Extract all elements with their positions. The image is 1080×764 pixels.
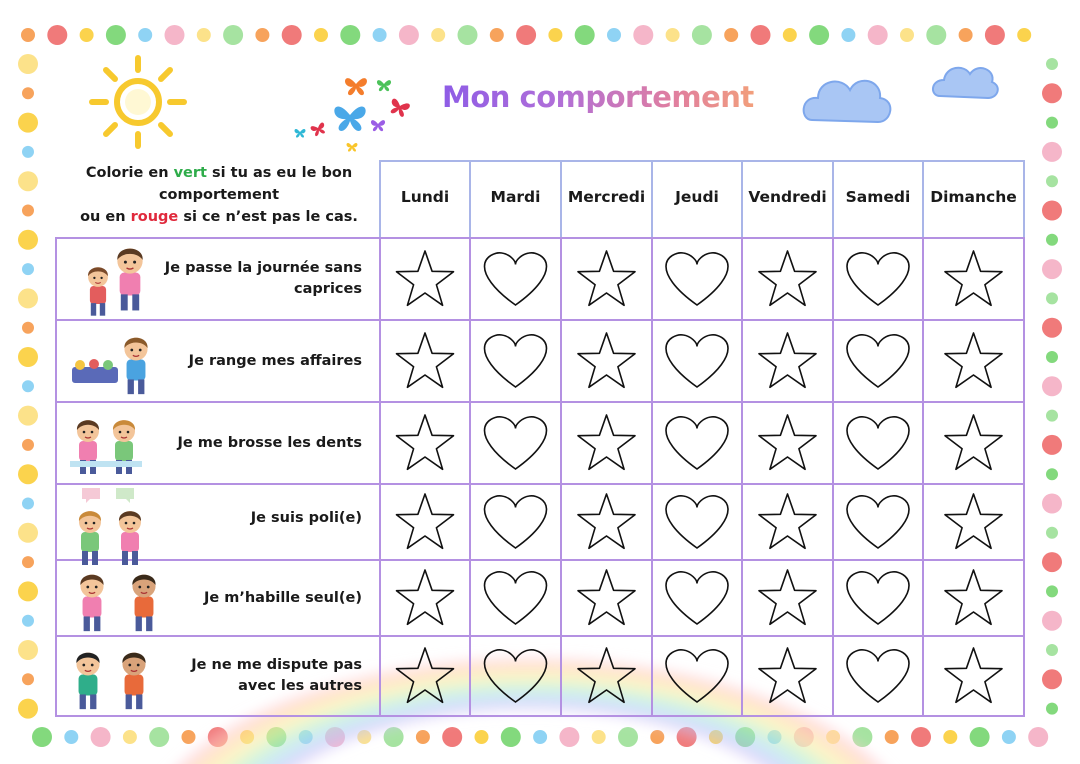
star-icon[interactable]: [578, 494, 635, 548]
star-icon[interactable]: [759, 648, 816, 702]
day-cell[interactable]: [833, 402, 923, 484]
day-cell[interactable]: [652, 402, 742, 484]
child-figure: [117, 248, 142, 310]
day-cell[interactable]: [652, 238, 742, 320]
star-icon[interactable]: [759, 570, 816, 624]
child-figure: [119, 511, 141, 565]
heart-icon[interactable]: [485, 335, 547, 387]
day-label-lundi: Lundi: [400, 188, 450, 206]
day-cell[interactable]: [470, 238, 561, 320]
child-figure: [80, 574, 103, 631]
heart-icon[interactable]: [847, 572, 909, 624]
day-cell[interactable]: [833, 238, 923, 320]
day-cell[interactable]: [833, 636, 923, 716]
heart-icon[interactable]: [847, 253, 909, 305]
instructions-text: si tu as eu le bon comportement: [158, 165, 353, 203]
green-word: vert: [173, 165, 207, 181]
behavior-label-line: Je passe la journée sans: [164, 260, 362, 276]
star-icon[interactable]: [759, 415, 816, 469]
heart-icon[interactable]: [666, 650, 728, 702]
day-cell[interactable]: [470, 636, 561, 716]
child-tantrum-with-parent-illustration: [88, 248, 143, 315]
child-figure: [122, 652, 145, 709]
star-icon[interactable]: [397, 415, 454, 469]
heart-icon[interactable]: [666, 335, 728, 387]
star-icon[interactable]: [578, 415, 635, 469]
day-cell[interactable]: [470, 402, 561, 484]
behavior-label-line: Je ne me dispute pas: [191, 657, 362, 673]
child-figure: [88, 267, 108, 316]
behavior-label: [160, 351, 362, 372]
red-word: rouge: [130, 209, 179, 225]
page-title: Mon comportement: [442, 80, 772, 124]
heart-icon[interactable]: [666, 253, 728, 305]
day-cell[interactable]: [833, 320, 923, 402]
behavior-label: [160, 655, 362, 697]
behavior-label: [160, 588, 362, 609]
children-getting-dressed-illustration: [80, 574, 155, 631]
heart-icon[interactable]: [485, 496, 547, 548]
behavior-label: [160, 258, 362, 300]
child-figure: [124, 337, 147, 394]
behavior-label: [160, 433, 362, 454]
day-label-dimanche: Dimanche: [930, 188, 1017, 206]
day-cell[interactable]: [470, 320, 561, 402]
star-icon[interactable]: [397, 570, 454, 624]
star-icon[interactable]: [397, 333, 454, 387]
heart-icon[interactable]: [847, 417, 909, 469]
children-brushing-teeth-illustration: [70, 420, 142, 474]
day-cell[interactable]: [652, 320, 742, 402]
star-icon[interactable]: [759, 333, 816, 387]
behavior-label-line: Je suis poli(e): [250, 509, 362, 526]
day-label-samedi: Samedi: [845, 188, 911, 206]
child-figure: [132, 574, 155, 631]
star-icon[interactable]: [759, 251, 816, 305]
child-figure: [79, 511, 101, 565]
behavior-label-line: caprices: [294, 281, 362, 297]
day-label-mardi: Mardi: [490, 188, 541, 206]
star-icon[interactable]: [578, 570, 635, 624]
star-icon[interactable]: [578, 251, 635, 305]
day-label-mercredi: Mercredi: [567, 188, 646, 206]
star-icon[interactable]: [397, 648, 454, 702]
heart-icon[interactable]: [847, 335, 909, 387]
star-icon[interactable]: [578, 333, 635, 387]
behavior-label-line: Je m’habille seul(e): [203, 589, 362, 606]
star-icon[interactable]: [945, 494, 1002, 548]
heart-icon[interactable]: [666, 496, 728, 548]
day-label-vendredi: Vendredi: [748, 188, 827, 206]
child-figure: [76, 652, 99, 709]
star-icon[interactable]: [759, 494, 816, 548]
child-tidying-toys-illustration: [72, 337, 148, 394]
day-cell[interactable]: [652, 636, 742, 716]
children-arguing-illustration: [76, 652, 145, 709]
heart-icon[interactable]: [847, 496, 909, 548]
heart-icon[interactable]: [485, 417, 547, 469]
heart-icon[interactable]: [485, 572, 547, 624]
children-talking-politely-illustration: [79, 488, 141, 565]
heart-icon[interactable]: [666, 572, 728, 624]
instructions-text: ou en: [80, 209, 131, 225]
day-label-jeudi: Jeudi: [675, 188, 719, 206]
behavior-label: [160, 508, 362, 529]
heart-icon[interactable]: [847, 650, 909, 702]
star-icon[interactable]: [945, 251, 1002, 305]
star-icon[interactable]: [945, 415, 1002, 469]
star-icon[interactable]: [945, 570, 1002, 624]
star-icon[interactable]: [945, 648, 1002, 702]
behavior-label-line: avec les autres: [238, 678, 362, 694]
star-icon[interactable]: [397, 251, 454, 305]
star-icon[interactable]: [945, 333, 1002, 387]
heart-icon[interactable]: [485, 253, 547, 305]
behavior-label-line: Je me brosse les dents: [177, 434, 362, 451]
star-icon[interactable]: [578, 648, 635, 702]
instructions-text: Colorie en: [85, 165, 174, 181]
instructions-text: si ce n’est pas le cas.: [178, 209, 358, 225]
behavior-label-line: Je range mes affaires: [188, 352, 362, 369]
star-icon[interactable]: [397, 494, 454, 548]
heart-icon[interactable]: [666, 417, 728, 469]
heart-icon[interactable]: [485, 650, 547, 702]
